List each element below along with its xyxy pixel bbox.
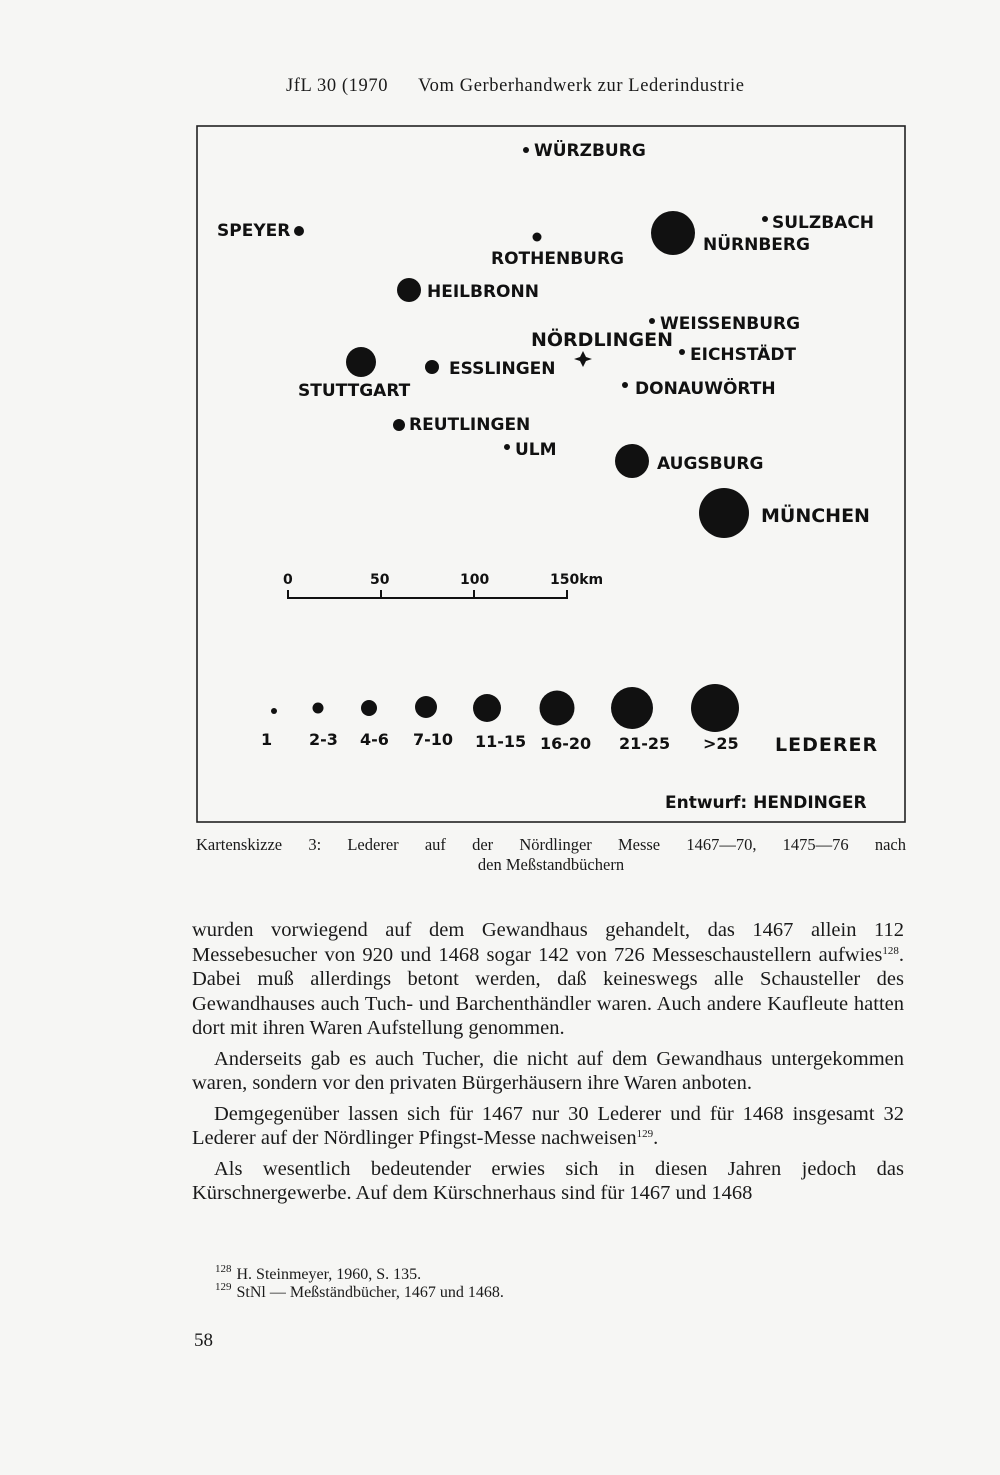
legend-dot-4-6 (361, 700, 377, 716)
paragraph-1 (192, 918, 904, 1041)
legend-dot-2-3 (313, 703, 324, 714)
city-label-ulm: ULM (515, 440, 557, 460)
legend-dot-16-20 (540, 691, 575, 726)
paragraph-3 (192, 1102, 904, 1151)
city-dot-heilbronn (397, 278, 421, 302)
scale-bar (283, 572, 603, 599)
footnote-ref-129[interactable]: 129 (636, 1128, 654, 1140)
city-dot-esslingen (425, 360, 439, 374)
legend-label-gt25: >25 (703, 734, 739, 753)
footnote-129 (215, 1281, 815, 1302)
legend-dot-gt25 (691, 684, 739, 732)
footnote-ref-128[interactable]: 128 (882, 944, 899, 957)
footnote-number: 129 (215, 1281, 232, 1293)
legend-label-21-25: 21-25 (619, 734, 671, 753)
legend-label-7-10: 7-10 (413, 730, 454, 749)
legend-title-lederer: LEDERER (775, 734, 879, 756)
map-svg (195, 124, 907, 826)
map-credit: Entwurf: HENDINGER (665, 793, 867, 813)
city-dot-reutlingen (393, 419, 405, 431)
legend-label-11-15: 11-15 (475, 732, 527, 751)
city-dot-sulzbach (762, 216, 768, 222)
size-legend (261, 684, 878, 756)
city-dot-eichstaedt (679, 349, 685, 355)
paragraph-3-text-a: Demgegenüber lassen sich für 1467 nur 30 Lederer und für 1468 insgesamt 32 Lederer auf der Nördlinger Pfingst-Messe nachweisen (192, 1102, 904, 1149)
footnote-text: H. Steinmeyer, 1960, S. 135. (236, 1266, 422, 1283)
city-dot-wuerzburg (523, 147, 529, 153)
city-dot-nuernberg (651, 211, 695, 255)
city-label-esslingen: ESSLINGEN (449, 359, 556, 379)
caption-line-1: Kartenskizze 3: Lederer auf der Nördlinger Messe 1467—70, 1475—76 nach (196, 835, 906, 854)
footnotes (215, 1263, 815, 1302)
figure-caption (196, 835, 906, 875)
city-dot-ulm (504, 444, 510, 450)
city-dot-rothenburg (533, 233, 542, 242)
city-dot-speyer (294, 226, 304, 236)
scale-label-100: 100 (460, 572, 490, 588)
city-label-stuttgart: STUTTGART (298, 381, 411, 401)
city-dot-weissenburg (649, 318, 655, 324)
city-label-eichstaedt: EICHSTÄDT (690, 345, 797, 365)
city-label-heilbronn: HEILBRONN (427, 282, 539, 302)
city-label-muenchen: MÜNCHEN (761, 505, 870, 527)
scale-label-0: 0 (283, 572, 293, 588)
caption-line-2: den Meßstandbüchern (477, 855, 625, 874)
city-label-reutlingen: REUTLINGEN (409, 415, 531, 435)
journal-reference: JfL 30 (1970 (286, 76, 389, 96)
city-label-nuernberg: NÜRNBERG (703, 235, 810, 255)
city-label-noerdlingen: NÖRDLINGEN (531, 329, 674, 351)
city-dot-augsburg (615, 444, 649, 478)
legend-dot-11-15 (473, 694, 501, 722)
city-label-rothenburg: ROTHENBURG (491, 249, 625, 269)
fair-location-star-icon (574, 351, 592, 367)
article-title: Vom Gerberhandwerk zur Lederindustrie (418, 76, 745, 96)
legend-dot-1 (271, 708, 277, 714)
map-figure (195, 124, 907, 826)
footnote-text: StNl — Meßständbücher, 1467 und 1468. (236, 1284, 504, 1301)
scale-label-150km: 150km (550, 572, 604, 588)
paragraph-1-text-b: . Dabei muß allerdings betont werden, daß keineswegs alle Schausteller des Gewandhauses auch Tuch- und Barchenthändler waren. Auch andere Kaufleute hatten dort mit ihren Waren Aufstellung genommen. (192, 943, 904, 1039)
paragraph-2: Anderseits gab es auch Tucher, die nicht auf dem Gewandhaus untergekommen waren, sondern vor den privaten Bürgerhäusern ihre Waren anboten. (192, 1047, 904, 1094)
city-label-weissenburg: WEISSENBURG (660, 314, 801, 334)
legend-label-4-6: 4-6 (360, 730, 389, 749)
footnote-number: 128 (215, 1263, 232, 1275)
footnote-128 (215, 1263, 815, 1284)
city-label-wuerzburg: WÜRZBURG (534, 141, 646, 161)
page-number: 58 (194, 1330, 213, 1351)
city-label-donauwoerth: DONAUWÖRTH (635, 379, 776, 399)
city-dot-donauwoerth (622, 382, 628, 388)
scale-label-50: 50 (370, 572, 390, 588)
legend-dot-7-10 (415, 696, 437, 718)
legend-dot-21-25 (611, 687, 653, 729)
city-dot-muenchen (699, 488, 749, 538)
city-label-augsburg: AUGSBURG (657, 454, 764, 474)
legend-label-16-20: 16-20 (540, 734, 592, 753)
city-label-sulzbach: SULZBACH (772, 213, 875, 233)
legend-label-2-3: 2-3 (309, 730, 338, 749)
running-head (286, 76, 826, 97)
legend-label-1: 1 (261, 730, 273, 749)
body-text (192, 918, 904, 1212)
paragraph-4: Als wesentlich bedeutender erwies sich in diesen Jahren jedoch das Kürschnergewerbe. Auf dem Kürschnerhaus sind für 1467 und 1468 (192, 1157, 904, 1204)
city-dot-stuttgart (346, 347, 376, 377)
city-label-speyer: SPEYER (217, 221, 291, 241)
paragraph-1-text-a: wurden vorwiegend auf dem Gewandhaus gehandelt, das 1467 allein 112 Messebesucher von 920 und 1468 sogar 142 von 726 Messeschaustellern aufwies (192, 919, 904, 966)
paragraph-3-text-b: . (653, 1127, 659, 1149)
